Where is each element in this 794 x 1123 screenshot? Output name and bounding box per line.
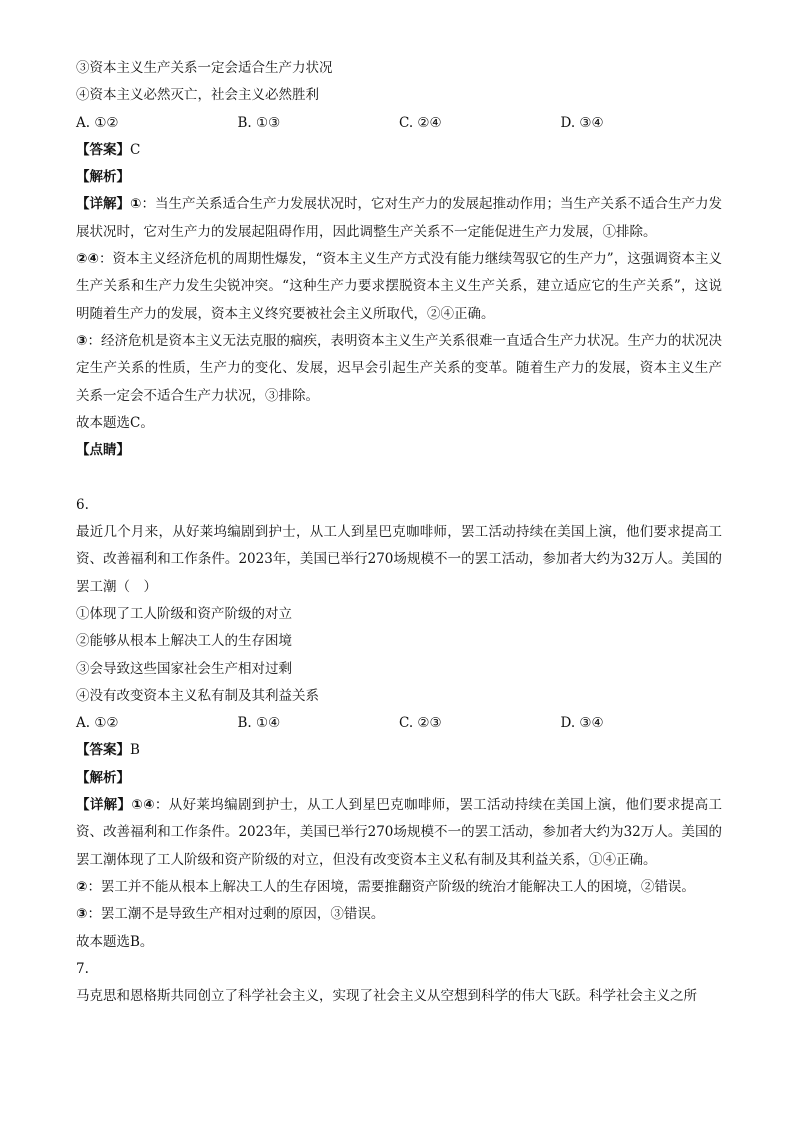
q6-choice-b: B. ①④ — [237, 715, 281, 732]
q5-detail-1 — [76, 191, 722, 246]
q5-analysis-heading — [76, 164, 722, 191]
q5-choice-c: C. ②④ — [399, 114, 442, 131]
q6-option-1: ①体现了工人阶级和资产阶级的对立 — [76, 605, 292, 622]
q6-number: 6. — [76, 496, 89, 513]
q5-detail-1-text: ：当生产关系适合生产力发展状况时，它对生产力的发展起推动作用；当生产关系不适合生产力发展状况时，它对生产力的发展起阻碍作用，因此调整生产关系不一定能促进生产力发展，①排除。 — [76, 196, 723, 240]
q6-detail-3-text: ：罢工潮不是导致生产相对过剩的原因，③错误。 — [87, 906, 385, 923]
q6-detail-1 — [76, 792, 722, 874]
blank-line — [76, 464, 722, 491]
q6-option-4: ④没有改变资本主义私有制及其利益关系 — [76, 687, 319, 704]
q5-option-4: ④资本主义必然灭亡，社会主义必然胜利 — [76, 87, 319, 104]
q5-choice-b: B. ①③ — [237, 114, 281, 131]
q5-detail-label: 【详解】 — [76, 196, 131, 213]
q5-option-3: ③资本主义生产关系一定会适合生产力状况 — [76, 60, 333, 76]
q5-comment-heading — [76, 437, 722, 464]
q5-answer-label: 【答案】 — [76, 141, 130, 158]
q6-choices — [76, 710, 722, 737]
q6-detail-3 — [76, 901, 722, 928]
q6-detail-2-text: ：罢工并不能从根本上解决工人的生存困境，需要推翻资产阶级的统治才能解决工人的困境，②错误。 — [87, 878, 695, 895]
q6-answer-label: 【答案】 — [76, 742, 130, 759]
q6-detail-2 — [76, 874, 722, 901]
q6-option-2: ②能够从根本上解决工人的生存困境 — [76, 633, 292, 650]
q5-detail-2-text: ：资本主义经济危机的周期性爆发，“资本主义生产方式没有能力继续驾驭它的生产力”，这强调资本主义生产关系和生产力发生尖锐冲突。“这种生产力要求摆脱资本主义生产关系，建立适应它的生产关系”，这说明随着生产力的发展，资本主义终究要被社会主义所取代，②④正确。 — [76, 251, 722, 322]
q5-comment-label: 【点睛】 — [76, 442, 130, 459]
q5-detail-3-key: ③ — [76, 332, 88, 349]
q6-analysis-label: 【解析】 — [76, 769, 130, 786]
q6-choice-a: A. ①② — [76, 715, 119, 732]
q6-choice-c: C. ②③ — [399, 715, 442, 732]
q5-choice-a: A. ①② — [76, 114, 119, 131]
q6-option-3: ③会导致这些国家社会生产相对过剩 — [76, 660, 292, 677]
q6-detail-1-text: ：从好莱坞编剧到护士，从工人到星巴克咖啡师，罢工活动持续在美国上演，他们要求提高工资、改善福利和工作条件。2023年，美国已举行270场规模不一的罢工活动，参加者大约为32万人。美国的罢工潮体现了工人阶级和资产阶级的对立，但没有改变资本主义私有制及其利益关系，①④正确。 — [76, 797, 722, 868]
q6-detail-1-key: ①④ — [131, 797, 155, 814]
q5-answer-value: C — [130, 141, 141, 158]
q5-detail-3-text: ：经济危机是资本主义无法克服的痼疾，表明资本主义生产关系很难一直适合生产力状况。生产力的状况决定生产关系的性质，生产力的变化、发展，迟早会引起生产关系的变革。随着生产力的发展，资本主义生产关系一定会不适合生产力状况，③排除。 — [76, 332, 722, 404]
q6-choice-d: D. ③④ — [560, 715, 604, 732]
q6-answer — [76, 737, 722, 764]
q6-detail-2-key: ② — [76, 878, 88, 895]
q5-conclusion: 故本题选C。 — [76, 414, 154, 431]
q5-detail-2-key: ②④ — [76, 251, 99, 268]
q6-conclusion: 故本题选B。 — [76, 933, 154, 950]
q7-number: 7. — [76, 960, 89, 977]
q6-detail-label: 【详解】 — [76, 797, 132, 814]
q5-detail-1-key: ① — [130, 196, 142, 213]
document-page — [76, 55, 722, 1010]
q5-analysis-label: 【解析】 — [76, 169, 130, 186]
q5-detail-3 — [76, 328, 722, 410]
q5-detail-2 — [76, 246, 722, 328]
q6-stem: 最近几个月来，从好莱坞编剧到护士，从工人到星巴克咖啡师，罢工活动持续在美国上演，他们要求提高工资、改善福利和工作条件。2023年，美国已举行270场规模不一的罢工活动，参加者大约为32万人。美国的罢工潮（ ） — [76, 524, 722, 595]
q6-answer-value: B — [130, 742, 140, 759]
q7-stem: 马克思和恩格斯共同创立了科学社会主义，实现了社会主义从空想到科学的伟大飞跃。科学社会主义之所 — [76, 988, 697, 1005]
q5-answer — [76, 137, 722, 164]
q5-choice-d: D. ③④ — [560, 114, 604, 131]
q6-detail-3-key: ③ — [76, 906, 88, 923]
q6-analysis-heading — [76, 765, 722, 792]
q5-choices — [76, 110, 722, 137]
